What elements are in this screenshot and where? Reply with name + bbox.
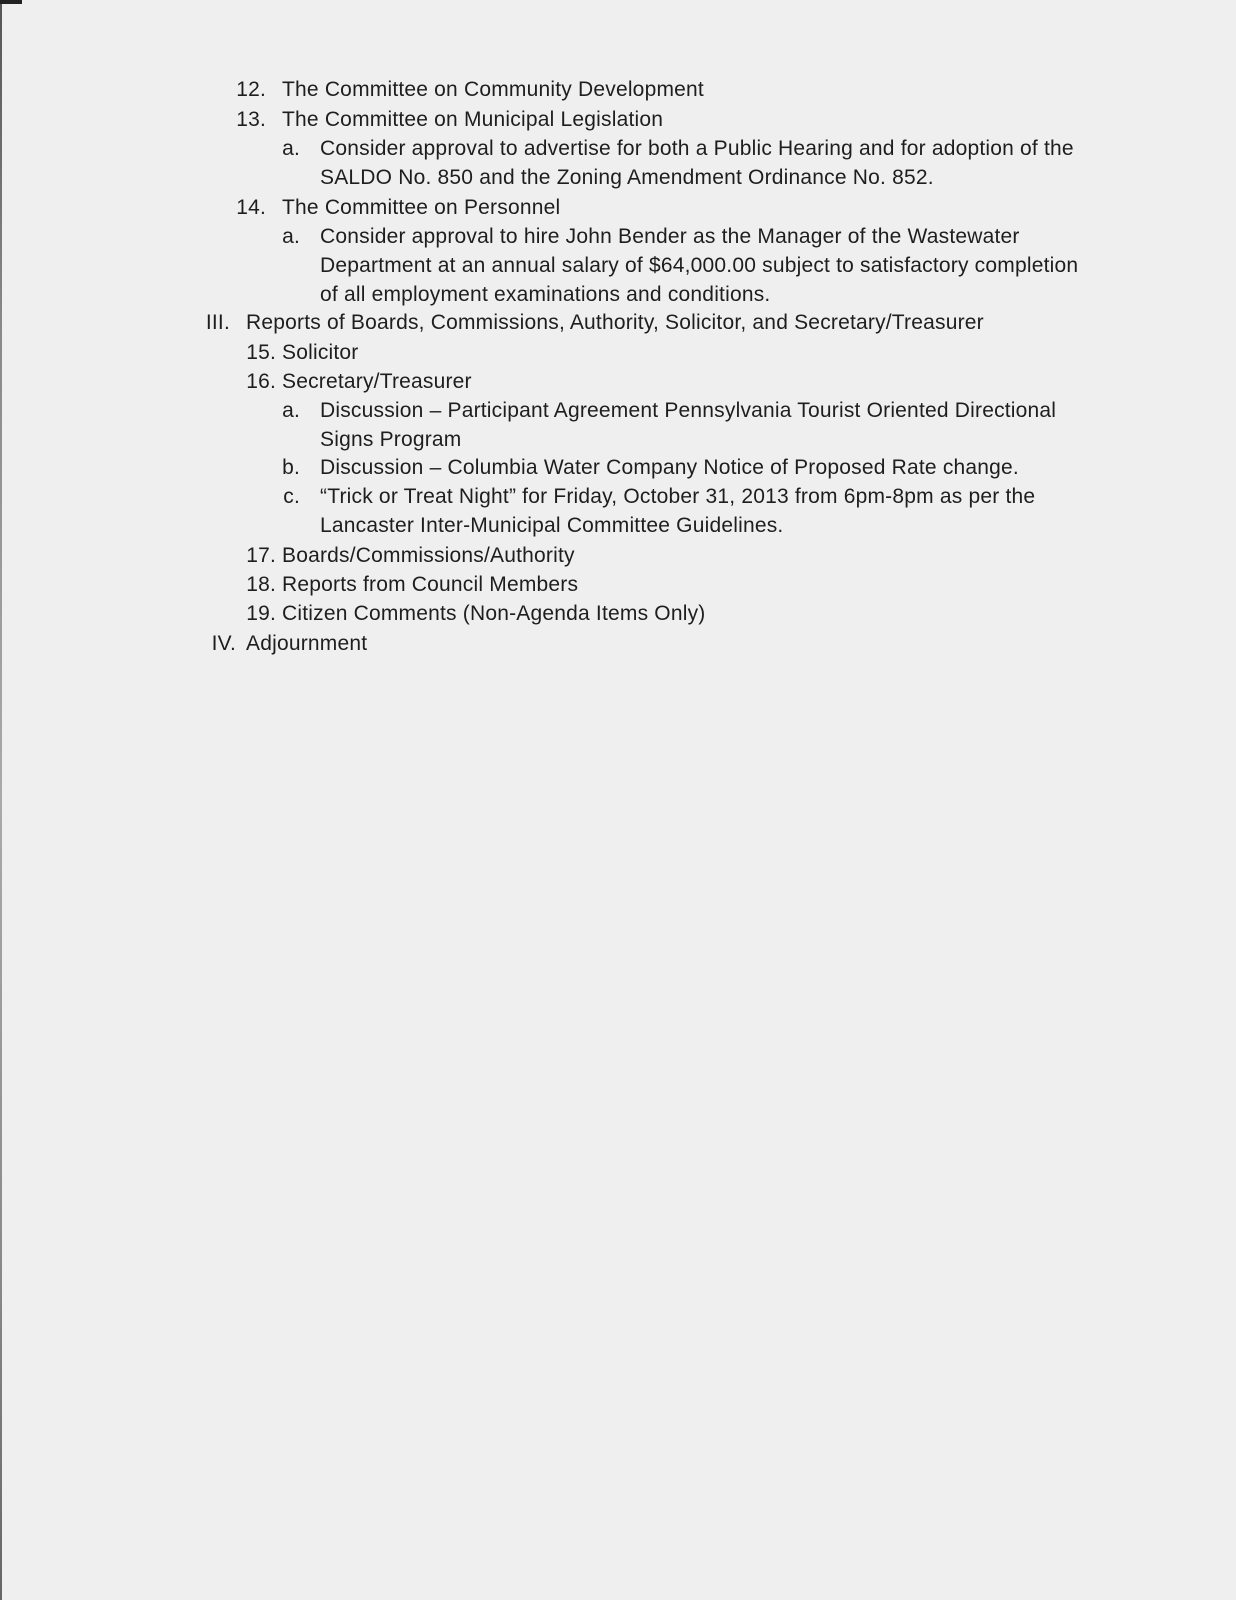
item-title: Secretary/Treasurer [282, 370, 472, 393]
item-title: Reports from Council Members [282, 573, 579, 596]
subitem-text-line1: “Trick or Treat Night” for Friday, October 31, 2013 from 6pm-8pm as per the [320, 485, 1036, 508]
item-number: 13. [236, 108, 266, 131]
subitem-text-line2: Department at an annual salary of $64,000.00 subject to satisfactory completion [320, 254, 1079, 277]
scan-corner-mark [0, 0, 22, 4]
item-number: 12. [236, 78, 266, 101]
subitem-text-line1: Consider approval to hire John Bender as the Manager of the Wastewater [320, 225, 1020, 248]
section-title: Adjournment [246, 632, 368, 655]
subitem-text-line2: Lancaster Inter-Municipal Committee Guidelines. [320, 514, 784, 537]
item-title: Citizen Comments (Non-Agenda Items Only) [282, 602, 706, 625]
item-title: The Committee on Personnel [282, 196, 561, 219]
subitem-label: a. [282, 137, 300, 160]
item-title: The Committee on Community Development [282, 78, 704, 101]
subitem-label: c. [283, 485, 300, 508]
subitem-label: a. [282, 399, 300, 422]
item-number: 14. [236, 196, 266, 219]
item-number: 16. [246, 370, 276, 393]
item-number: 19. [246, 602, 276, 625]
subitem-text-line2: Signs Program [320, 428, 462, 451]
item-number: 15. [246, 341, 276, 364]
section-number: III. [205, 311, 230, 334]
section-title: Reports of Boards, Commissions, Authority, Solicitor, and Secretary/Treasurer [246, 311, 984, 334]
scan-edge [0, 0, 2, 1600]
subitem-label: b. [282, 456, 300, 479]
item-number: 18. [246, 573, 276, 596]
subitem-text-line1: Consider approval to advertise for both a Public Hearing and for adoption of the [320, 137, 1074, 160]
subitem-text-line3: of all employment examinations and conditions. [320, 283, 771, 306]
subitem-text-line2: SALDO No. 850 and the Zoning Amendment Ordinance No. 852. [320, 166, 934, 189]
item-title: Solicitor [282, 341, 359, 364]
subitem-text-line1: Discussion – Columbia Water Company Notice of Proposed Rate change. [320, 456, 1019, 479]
subitem-text-line1: Discussion – Participant Agreement Pennsylvania Tourist Oriented Directional [320, 399, 1057, 422]
item-title: The Committee on Municipal Legislation [282, 108, 664, 131]
item-title: Boards/Commissions/Authority [282, 544, 575, 567]
item-number: 17. [246, 544, 276, 567]
subitem-label: a. [282, 225, 300, 248]
section-number: IV. [211, 632, 236, 655]
